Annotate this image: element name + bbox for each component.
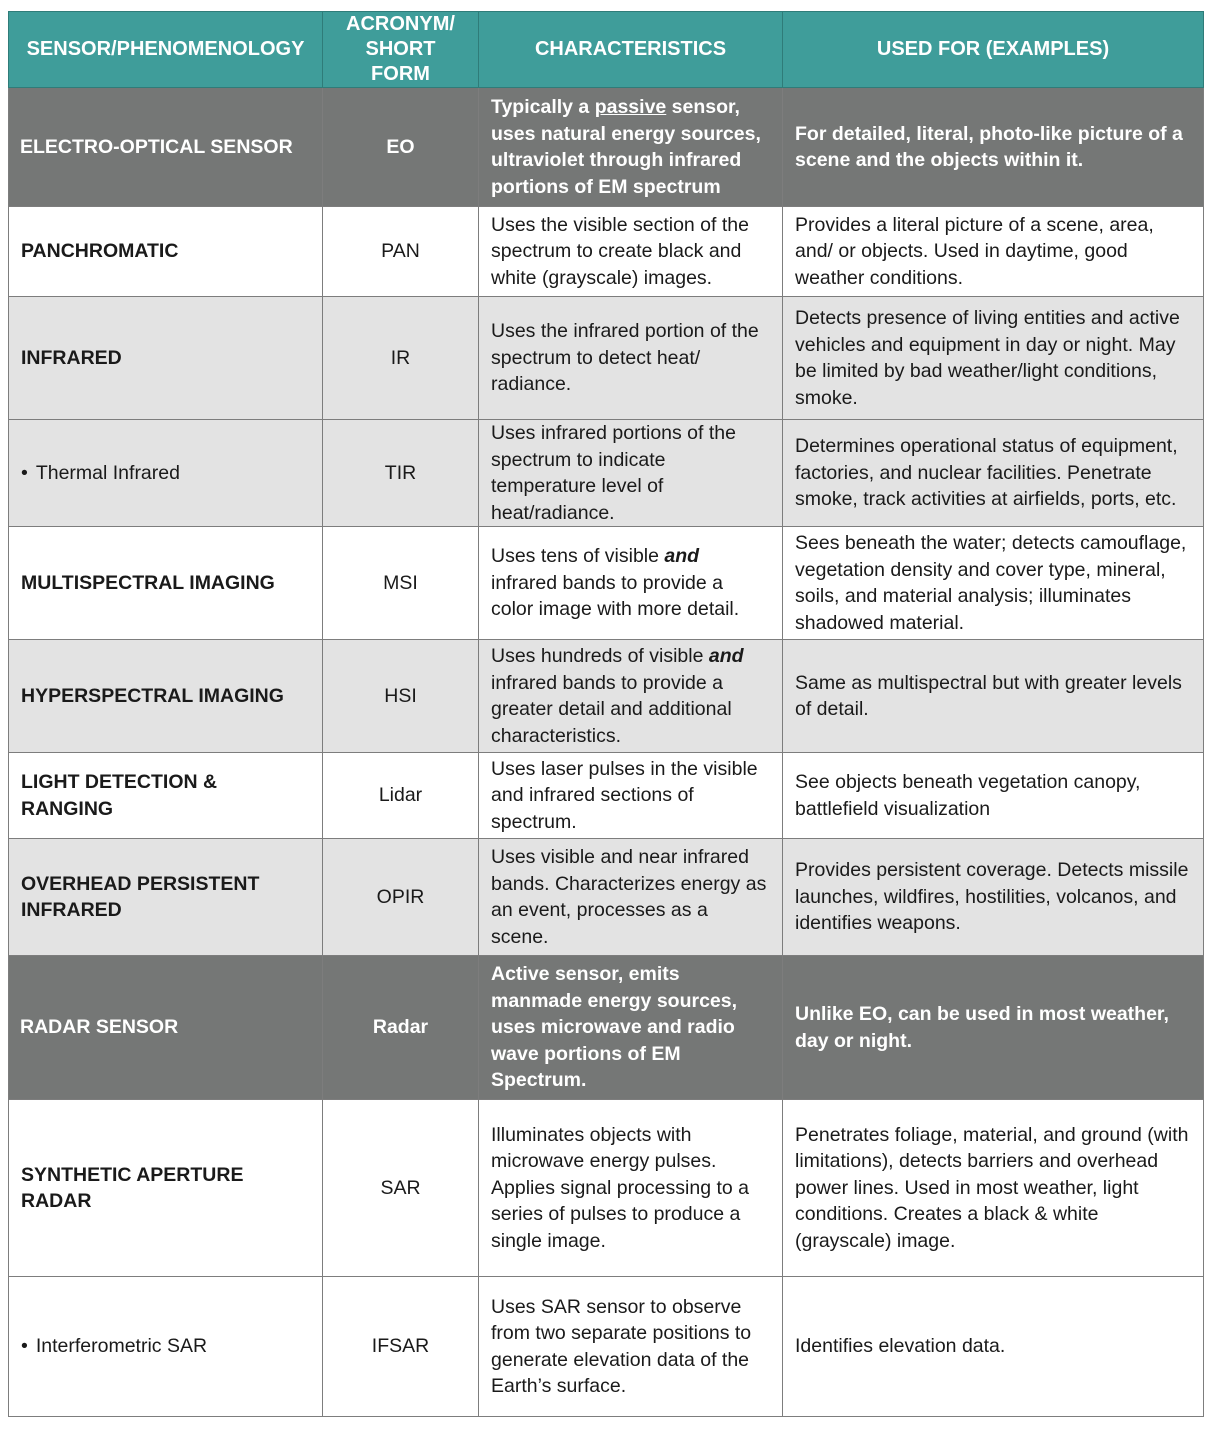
sensor-name: LIGHT DETECTION & RANGING (9, 753, 323, 839)
sensor-characteristics (479, 527, 783, 640)
table-row-msi (9, 527, 1204, 640)
header-acronym-line2: SHORT FORM (365, 38, 436, 85)
sensor-name: PANCHROMATIC (9, 207, 323, 297)
header-used-for: USED FOR (EXAMPLES) (783, 12, 1204, 88)
sensor-acronym: PAN (323, 207, 479, 297)
sensor-acronym: Lidar (323, 753, 479, 839)
sensor-name: HYPERSPECTRAL IMAGING (9, 640, 323, 753)
char-text-pre: Uses hundreds of visible (491, 645, 709, 667)
table-row-ir (9, 297, 1204, 420)
sensor-characteristics (479, 640, 783, 753)
table-row-eo (9, 88, 1204, 207)
sensor-characteristics: Uses the infrared portion of the spectrum to detect heat/ radiance. (479, 297, 783, 420)
table-row-opir (9, 839, 1204, 956)
char-text-pre: Typically a (491, 96, 595, 118)
bullet-icon: • (21, 461, 28, 484)
sensor-used-for: Sees beneath the water; detects camouflage, vegetation density and cover type, mineral, soils, and material analysis; illuminates shadowed material. (783, 527, 1204, 640)
sensor-acronym: Radar (323, 956, 479, 1100)
sensor-used-for: Identifies elevation data. (783, 1277, 1204, 1417)
header-characteristics: CHARACTERISTICS (479, 12, 783, 88)
sensor-acronym: IR (323, 297, 479, 420)
sensor-acronym: TIR (323, 420, 479, 527)
sensor-used-for: Same as multispectral but with greater levels of detail. (783, 640, 1204, 753)
sensor-characteristics: Active sensor, emits manmade energy sources, uses microwave and radio wave portions of EM Spectrum. (479, 956, 783, 1100)
sensor-acronym: HSI (323, 640, 479, 753)
sensor-used-for: Provides a literal picture of a scene, area, and/ or objects. Used in daytime, good weather conditions. (783, 207, 1204, 297)
sensor-used-for: Detects presence of living entities and active vehicles and equipment in day or night. May be limited by bad weather/light conditions, smoke. (783, 297, 1204, 420)
sensor-name: RADAR SENSOR (9, 956, 323, 1100)
sensor-name: OVERHEAD PERSISTENT INFRARED (9, 839, 323, 956)
table-row-lidar (9, 753, 1204, 839)
char-text-post: sensor, uses natural energy sources, ultraviolet through infrared portions of EM spectrum (491, 96, 761, 198)
sensor-acronym: OPIR (323, 839, 479, 956)
sensor-characteristics: Uses the visible section of the spectrum to create black and white (grayscale) images. (479, 207, 783, 297)
sensor-name: INFRARED (9, 297, 323, 420)
sensor-name (9, 420, 323, 527)
table-row-radar (9, 956, 1204, 1100)
sensor-acronym: MSI (323, 527, 479, 640)
sensor-characteristics: Uses SAR sensor to observe from two separate positions to generate elevation data of the Earth’s surface. (479, 1277, 783, 1417)
sensor-acronym: IFSAR (323, 1277, 479, 1417)
table-row-sar (9, 1100, 1204, 1277)
table-row-pan (9, 207, 1204, 297)
char-text-post: infrared bands to provide a color image with more detail. (491, 571, 740, 621)
bullet-icon: • (21, 1335, 28, 1358)
sensor-characteristics (479, 88, 783, 207)
char-text-emphasis: and (708, 645, 744, 667)
sensor-acronym: EO (323, 88, 479, 207)
sensor-characteristics: Illuminates objects with microwave energy pulses. Applies signal processing to a series of pulses to produce a single image. (479, 1100, 783, 1277)
sensor-used-for: See objects beneath vegetation canopy, battlefield visualization (783, 753, 1204, 839)
sensor-used-for: For detailed, literal, photo-like picture of a scene and the objects within it. (783, 88, 1204, 207)
sensor-characteristics: Uses visible and near infrared bands. Characterizes energy as an event, processes as a scene. (479, 839, 783, 956)
table-row-tir (9, 420, 1204, 527)
header-acronym-line1: ACRONYM/ (346, 13, 455, 35)
sensor-name-text: Interferometric SAR (35, 1335, 208, 1358)
sensor-characteristics: Uses laser pulses in the visible and infrared sections of spectrum. (479, 753, 783, 839)
char-text-post: infrared bands to provide a greater detail and additional characteristics. (491, 671, 732, 747)
header-row (9, 12, 1204, 88)
sensor-used-for: Provides persistent coverage. Detects missile launches, wildfires, hostilities, volcanos, and identifies weapons. (783, 839, 1204, 956)
char-text-pre: Uses tens of visible (491, 545, 665, 568)
table-row-ifsar (9, 1277, 1204, 1417)
sensor-table (8, 11, 1204, 1417)
sensor-name: ELECTRO-OPTICAL SENSOR (9, 88, 323, 207)
sensor-used-for: Penetrates foliage, material, and ground (with limitations), detects barriers and overhead power lines. Used in most weather, light conditions. Creates a black & white (grayscale) image. (783, 1100, 1204, 1277)
sensor-name (9, 1277, 323, 1417)
header-sensor: SENSOR/PHENOMENOLOGY (9, 12, 323, 88)
sensor-used-for: Determines operational status of equipment, factories, and nuclear facilities. Penetrate smoke, track activities at airfields, ports, etc. (783, 420, 1204, 527)
char-text-emphasis: and (664, 545, 700, 568)
sensor-characteristics: Uses infrared portions of the spectrum to indicate temperature level of heat/radiance. (479, 420, 783, 527)
header-acronym (323, 12, 479, 88)
sensor-name: SYNTHETIC APERTURE RADAR (9, 1100, 323, 1277)
char-text-underlined: passive (594, 96, 667, 118)
sensor-used-for: Unlike EO, can be used in most weather, day or night. (783, 956, 1204, 1100)
sensor-name-text: Thermal Infrared (35, 461, 180, 484)
sensor-acronym: SAR (323, 1100, 479, 1277)
sensor-name: MULTISPECTRAL IMAGING (9, 527, 323, 640)
table-row-hsi (9, 640, 1204, 753)
